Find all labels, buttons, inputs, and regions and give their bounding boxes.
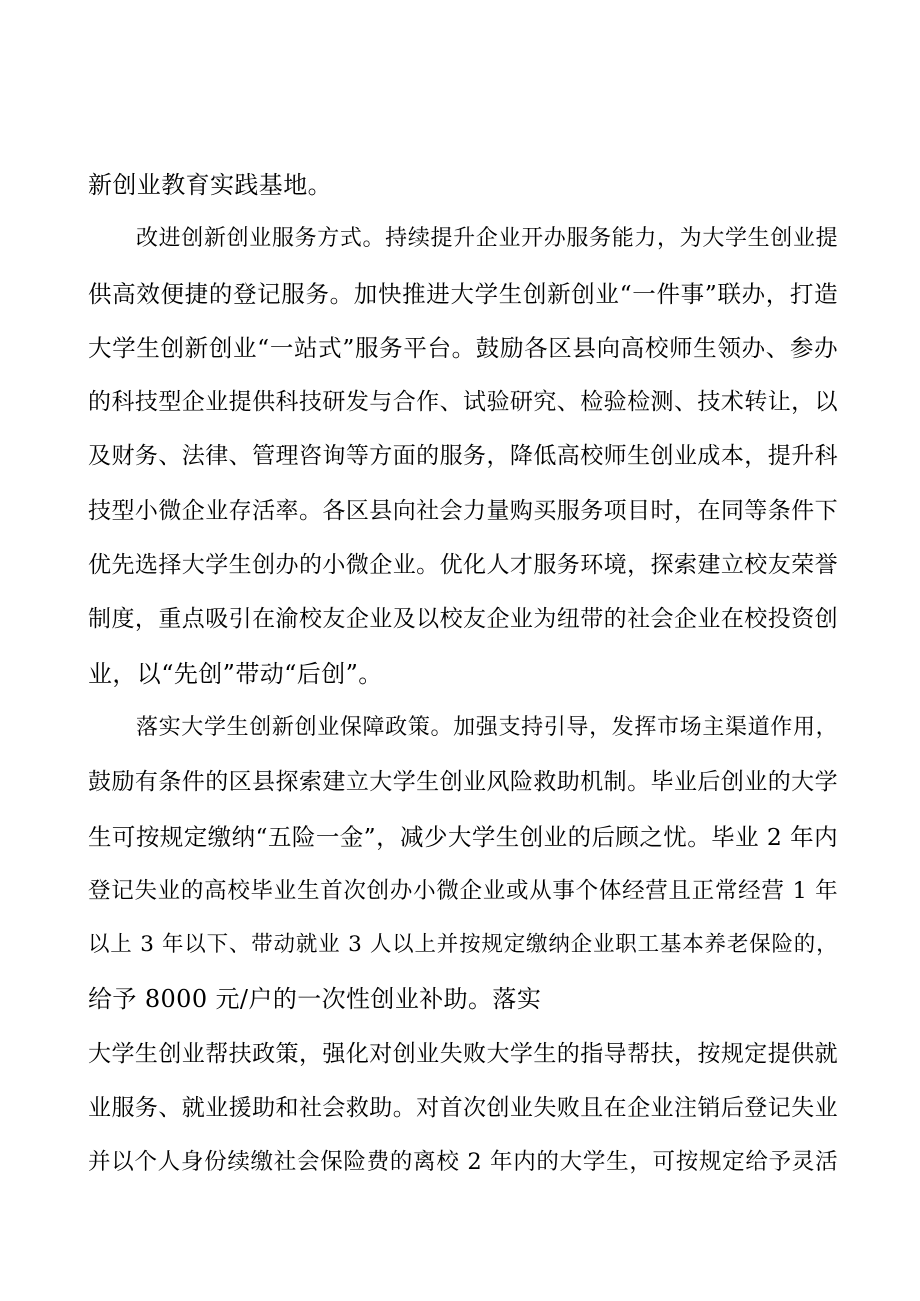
text-line: 鼓励有条件的区县探索建立大学生创业风险救助机制。毕业后创业的大学 [88,769,838,796]
text-line: 的科技型企业提供科技研发与合作、试验研究、检验检测、技术转让，以 [88,389,838,416]
text-line: 供高效便捷的登记服务。加快推进大学生创新创业“一件事”联办，打造 [88,279,838,308]
text-line: 给予 8000 元/户的一次性创业补助。落实 [88,985,542,1014]
text-line: 并以个人身份续缴社会保险费的离校 2 年内的大学生，可按规定给予灵活 [88,1149,838,1176]
text-line: 大学生创新创业“一站式”服务平台。鼓励各区县向高校师生领办、参办 [88,333,838,362]
text-line: 技型小微企业存活率。各区县向社会力量购买服务项目时，在同等条件下 [88,497,838,524]
text-line: 落实大学生创新创业保障政策。加强支持引导，发挥市场主渠道作用， [136,714,838,740]
text-line: 改进创新创业服务方式。持续提升企业开办服务能力，为大学生创业提 [136,226,838,252]
text-line: 业服务、就业援助和社会救助。对首次创业失败且在企业注销后登记失业 [88,1095,838,1122]
text-line: 及财务、法律、管理咨询等方面的服务，降低高校师生创业成本，提升科 [88,443,838,470]
text-line: 业，以“先创”带动“后创”。 [88,659,383,688]
text-line: 大学生创业帮扶政策，强化对创业失败大学生的指导帮扶，按规定提供就 [88,1040,838,1067]
text-line: 制度，重点吸引在渝校友企业及以校友企业为纽带的社会企业在校投资创 [88,606,838,633]
text-line: 以上 3 年以下、带动就业 3 人以上并按规定缴纳企业职工基本养老保险的， [88,932,838,958]
text-line: 优先选择大学生创办的小微企业。优化人才服务环境，探索建立校友荣誉 [88,552,838,579]
text-line: 新创业教育实践基地。 [88,171,332,199]
text-line: 生可按规定缴纳“五险一金”，减少大学生创业的后顾之忧。毕业 2 年内 [88,822,838,851]
body-text [88,158,838,1190]
text-line: 登记失业的高校毕业生首次创办小微企业或从事个体经营且正常经营 1 年 [88,877,838,904]
